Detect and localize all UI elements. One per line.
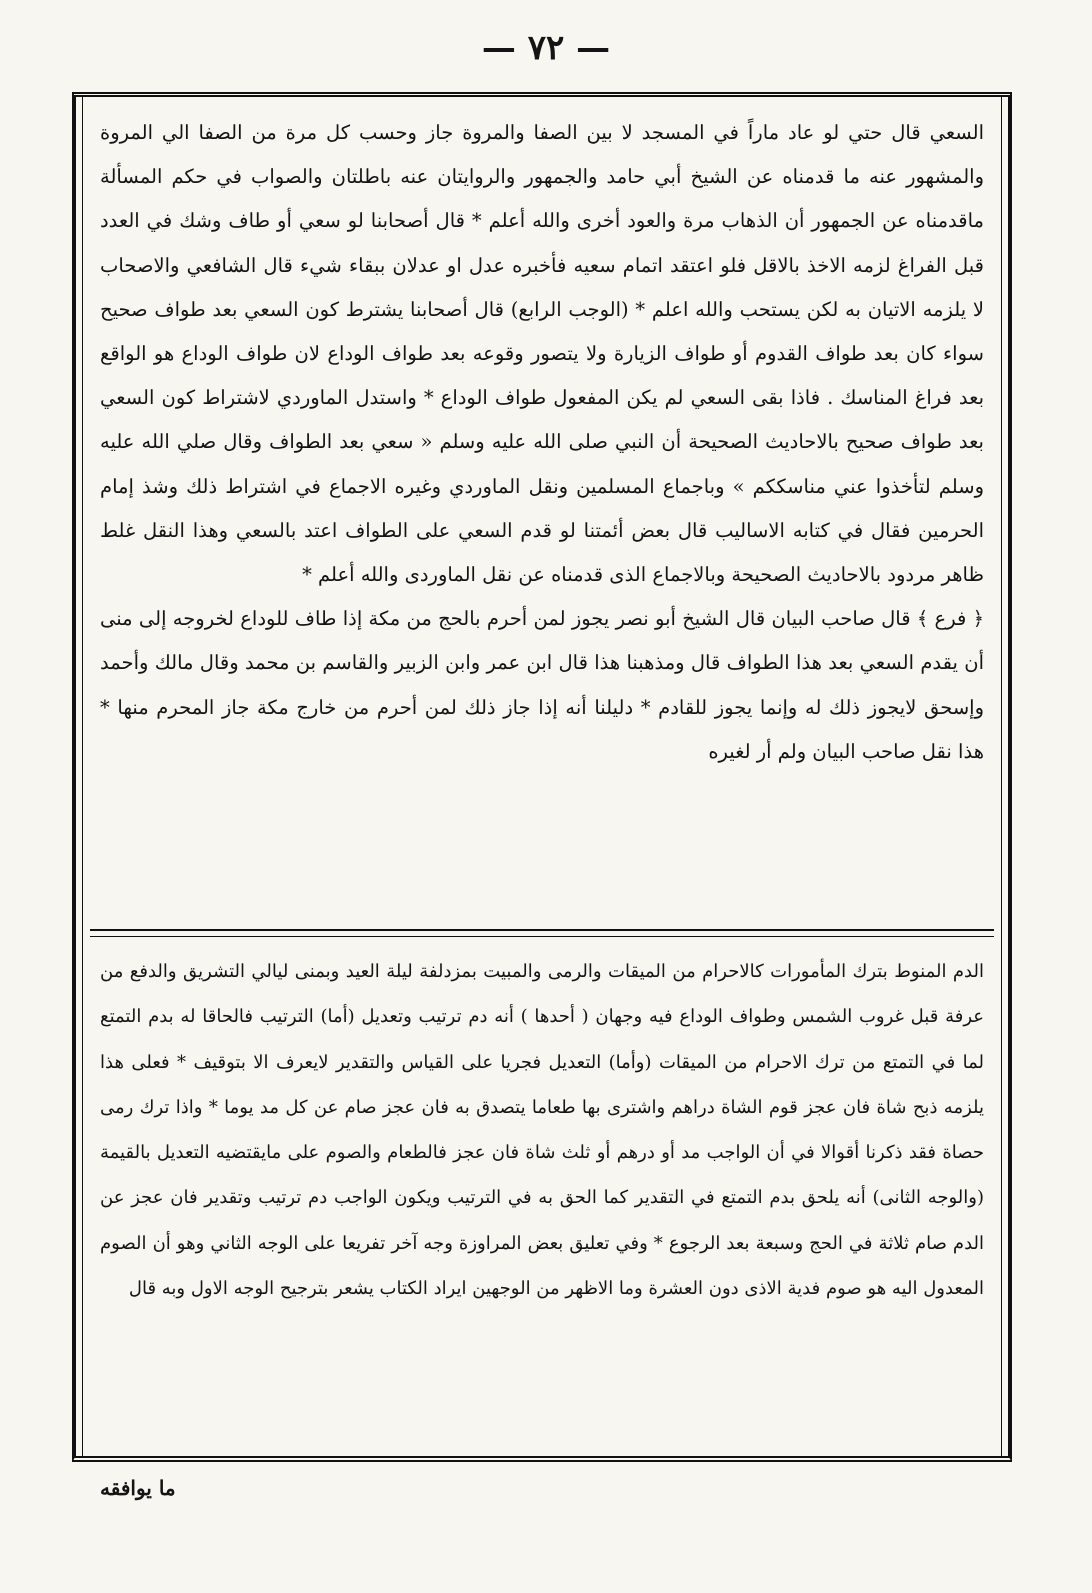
catchword: ما يوافقه [100, 1476, 176, 1500]
commentary-block [100, 949, 984, 1311]
text-frame [72, 92, 1012, 1462]
page-number: — ٧٢ — [481, 28, 611, 68]
section-divider [90, 929, 994, 931]
main-text-block [100, 111, 984, 774]
main-paragraph: السعي قال حتي لو عاد ماراً في المسجد لا بين الصفا والمروة جاز وحسب كل مرة من الصفا الي المروة والمشهور عنه ما قدمناه عن الشيخ أبي حامد والجمهور والروايتان عنه باطلتان والصواب في حكم المسألة ماقدمناه عن الجمهور أن الذهاب مرة والعود أخرى والله أعلم * قال أصحابنا لو سعي أو طاف وشك في العدد قبل الفراغ لزمه الاخذ بالاقل فلو اعتقد اتمام سعيه فأخبره عدل او عدلان ببقاء شيء قال الشافعي والاصحاب لا يلزمه الاتيان به لكن يستحب والله اعلم * (الوجب الرابع) قال أصحابنا يشترط كون السعي بعد طواف صحيح سواء كان بعد طواف القدوم أو طواف الزيارة ولا يتصور وقوعه بعد طواف الوداع لان طواف الوداع هو الواقع بعد فراغ المناسك . فاذا بقى السعي لم يكن المفعول طواف الوداع * واستدل الماوردي لاشتراط كون السعي بعد طواف صحيح بالاحاديث الصحيحة أن النبي صلى الله عليه وسلم « سعي بعد الطواف وقال صلي الله عليه وسلم لتأخذوا عني مناسككم » وباجماع المسلمين ونقل الماوردي وغيره الاجماع في اشتراط ذلك وشذ إمام الحرمين فقال في كتابه الاساليب قال بعض أئمتنا لو قدم السعي على الطواف اعتد بالسعي وهذا النقل غلط ظاهر مردود بالاحاديث الصحيحة وبالاجماع الذى قدمناه عن نقل الماوردى والله أعلم * [100, 121, 984, 587]
main-paragraph-far: ﴿ فرع ﴾ قال صاحب البيان قال الشيخ أبو نصر يجوز لمن أحرم بالحج من مكة إذا طاف للوداع لخروجه إلى منى أن يقدم السعي بعد هذا الطواف قال ومذهبنا هذا قال ابن عمر وابن الزبير والقاسم بن محمد وقال مالك وأحمد وإسحق لايجوز ذلك له وإنما يجوز للقادم * دليلنا أنه إذا جاز ذلك لمن أحرم من خارج مكة جاز المحرم منها * هذا نقل صاحب البيان ولم أر لغيره [100, 607, 984, 763]
commentary-paragraph: الدم المنوط بترك المأمورات كالاحرام من الميقات والرمى والمبيت بمزدلفة ليلة العيد وبمنى ليالي التشريق والدفع من عرفة قبل غروب الشمس وطواف الوداع فيه وجهان ( أحدها ) أنه دم ترتيب وتعديل (أما) الترتيب فالحاقا له بدم التمتع لما في التمتع من ترك الاحرام من الميقات (وأما) التعديل فجريا على القياس والتقدير لايعرف الا بتوقيف * فعلى هذا يلزمه ذبح شاة فان عجز قوم الشاة دراهم واشترى بها طعاما يتصدق به فان عجز صام عن كل مد يوما * واذا ترك رمى حصاة فقد ذكرنا أقوالا في أن الواجب مد أو درهم أو ثلث شاة فان عجز فالطعام والصوم على مايقتضيه التعديل بالقيمة (والوجه الثانى) أنه يلحق بدم التمتع في التقدير كما الحق به في الترتيب ويكون الواجب دم ترتيب وتقدير فان عجز عن الدم صام ثلاثة في الحج وسبعة بعد الرجوع * وفي تعليق بعض المراوزة وجه آخر تفريعا على الوجه الثاني وهو أن الصوم المعدول اليه هو صوم فدية الاذى دون العشرة وما الاظهر من الوجهين ايراد الكتاب يشعر بترجيح الوجه الاول وبه قال [100, 961, 984, 1300]
